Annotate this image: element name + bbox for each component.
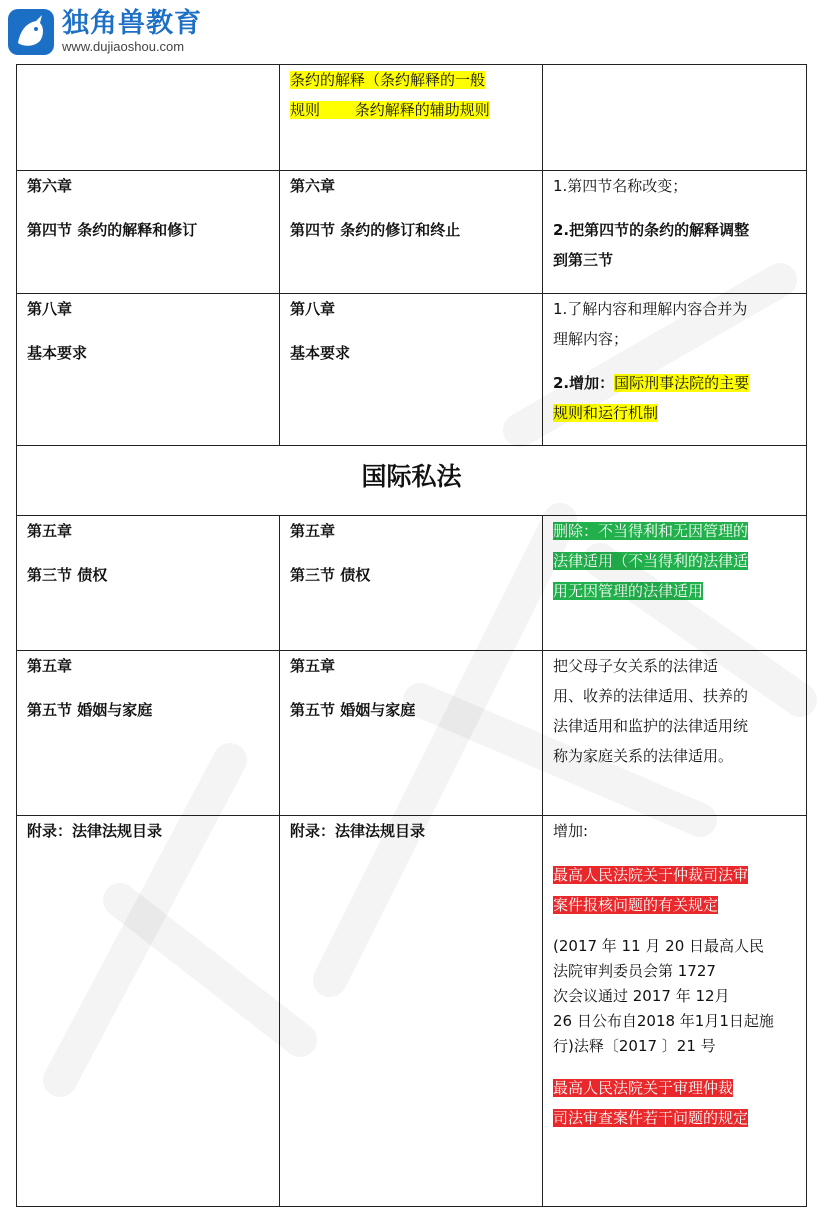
table-cell [543,294,807,446]
logo-name: 独角兽教育 [62,8,202,39]
change-note: 称为家庭关系的法律适用。 [553,747,734,765]
table-cell [280,651,543,816]
table-cell [17,816,280,1207]
table-cell [280,516,543,651]
change-note: 到第三节 [553,251,614,269]
logo-url: www.dujiaoshou.com [62,39,185,54]
change-note: 把父母子女关系的法律适 [553,657,719,675]
section-title-cell [17,446,807,516]
highlight-text: 法律适用（不当得利的法律适 [553,552,749,570]
regulation-note: 法院审判委员会第 1727 [553,962,716,980]
section-label: 第五节 婚姻与家庭 [27,701,153,719]
table-cell [17,294,280,446]
change-note: 1.第四节名称改变； [553,177,688,195]
section-label: 第五节 婚姻与家庭 [290,701,416,719]
section-label: 基本要求 [290,344,351,362]
section-label: 基本要求 [27,344,88,362]
section-label: 第四节 条约的修订和终止 [290,221,461,239]
table-cell [280,171,543,294]
table-row [17,171,807,294]
chapter-label: 第五章 [290,657,336,675]
table-row [17,446,807,516]
section-label: 第四节 条约的解释和修订 [27,221,198,239]
highlight-text: 删除：不当得利和无因管理的 [553,522,749,540]
highlight-text: 最高人民法院关于仲裁司法审 [553,866,749,884]
appendix-label: 附录：法律法规目录 [27,822,163,840]
change-note: 增加: [553,822,589,840]
chapter-label: 第五章 [27,657,73,675]
highlight-text: 案件报核问题的有关规定 [553,896,719,914]
table-row [17,651,807,816]
highlight-text: 条约的解释（条约解释的一般 [290,71,486,89]
highlight-text: 最高人民法院关于审理仲裁 [553,1079,734,1097]
change-note: 1.了解内容和理解内容合并为 [553,300,748,318]
chapter-label: 第八章 [290,300,336,318]
logo [8,6,202,58]
table-cell [543,816,807,1207]
highlight-text: 规则和运行机制 [553,404,659,422]
table-cell [543,651,807,816]
chapter-label: 第六章 [290,177,336,195]
table-cell [17,651,280,816]
appendix-label: 附录：法律法规目录 [290,822,426,840]
highlight-text: 用无因管理的法律适用 [553,582,704,600]
regulation-note: 行)法释〔2017 〕21 号 [553,1037,716,1055]
highlight-text: 司法审查案件若干问题的规定 [553,1109,749,1127]
table-cell [17,65,280,171]
chapter-label: 第八章 [27,300,73,318]
table-row [17,516,807,651]
section-label: 第三节 债权 [290,566,371,584]
table-row [17,65,807,171]
table-cell [280,65,543,171]
highlight-text: 国际刑事法院的主要 [614,374,750,392]
change-note: 理解内容； [553,330,629,348]
section-title: 国际私法 [361,462,462,491]
change-note: 2.把第四节的条约的解释调整 [553,221,750,239]
section-label: 第三节 债权 [27,566,108,584]
change-note: 法律适用和监护的法律适用统 [553,717,749,735]
comparison-table [16,64,807,1207]
table-cell [543,171,807,294]
unicorn-logo-icon [8,9,54,55]
chapter-label: 第六章 [27,177,73,195]
change-prefix: 2.增加： [553,374,615,392]
table-cell [280,294,543,446]
regulation-note: 次会议通过 2017 年 12月 [553,987,730,1005]
regulation-note: 26 日公布自2018 年1月1日起施 [553,1012,774,1030]
highlight-text: 规则 条约解释的辅助规则 [290,101,490,119]
table-cell [280,816,543,1207]
chapter-label: 第五章 [27,522,73,540]
chapter-label: 第五章 [290,522,336,540]
regulation-note: (2017 年 11 月 20 日最高人民 [553,937,765,955]
table-cell [543,65,807,171]
table-row [17,816,807,1207]
table-cell [17,171,280,294]
change-note: 用、收养的法律适用、扶养的 [553,687,749,705]
table-row [17,294,807,446]
table-cell [543,516,807,651]
table-cell [17,516,280,651]
